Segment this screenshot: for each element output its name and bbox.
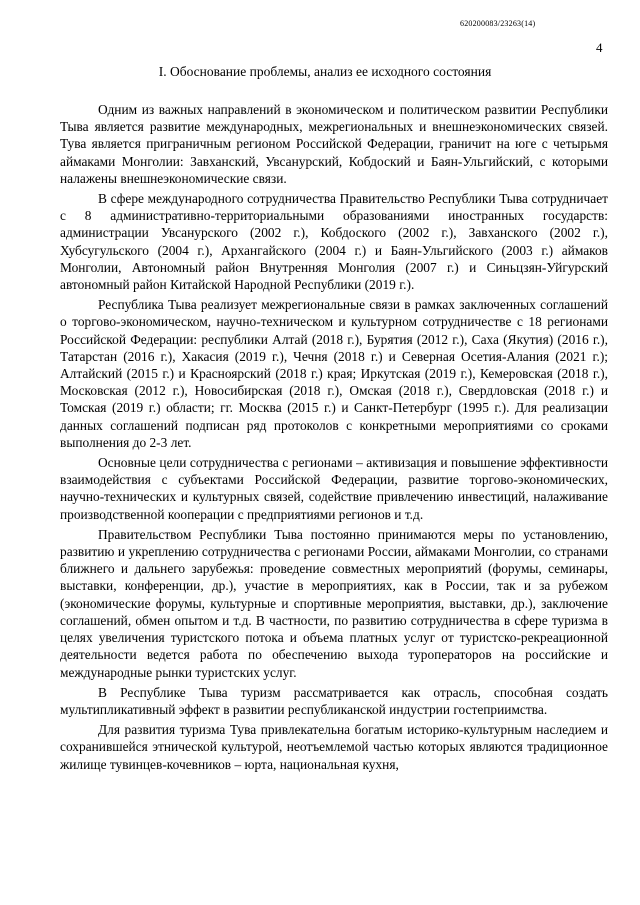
- section-heading: I. Обоснование проблемы, анализ ее исходного состояния: [158, 64, 492, 79]
- document-body: [60, 101, 608, 776]
- page-number: 4: [596, 40, 603, 55]
- paragraph: Правительством Республики Тыва постоянно принимаются меры по установлению, развитию и укреплению сотрудничества с регионами России, аймаками Монголии, со странами ближнего и дальнего зарубежья: проведение совместных мероприятий (форумы, семинары, выставки, конференции, др.), участие в мероприятиях, как в России, так и за рубежом (экономические форумы, культурные и спортивные мероприятия, выставки, др.), заключение соглашений, обмен опытом и т.д. В частности, по развитию сотрудничества в сфере туризма в целях увеличения туристского потока и объема платных услуг от туристско-рекреационной деятельности ведется работа по обеспечению выхода туроператоров на российские и международные рынки туристских услуг.: [60, 526, 608, 680]
- paragraph: Для развития туризма Тува привлекательна богатым историко-культурным наследием и сохранившейся этнической культурой, неотъемлемой частью которых являются традиционное жилище тувинцев-кочевников – юрта, национальная кухня,: [60, 722, 608, 772]
- paragraph: Одним из важных направлений в экономическом и политическом развитии Республики Тыва является развитие международных, межрегиональных и внешнеэкономических связей. Тува является приграничным регионом Российской Федерации, граничит на юге с четырьмя аймаками Монголии: Завханский, Увсанурский, Кобдоский и Баян-Ульгийский, с которыми налажены внешнеэкономические связи.: [60, 102, 608, 186]
- paragraph: Основные цели сотрудничества с регионами – активизация и повышение эффективности взаимодействия с субъектами Российской Федерации, развитие торгово-экономических, научно-технических и культурных связей, содействие привлечению инвестиций, налаживание производственной кооперации с предприятиями регионов и т.д.: [60, 455, 608, 522]
- document-code: 620200083/23263(14): [460, 19, 536, 28]
- paragraph: Республика Тыва реализует межрегиональные связи в рамках заключенных соглашений о торгово-экономическом, научно-техническом и культурном сотрудничестве с 18 регионами Российской Федерации: республики Алтай (2018 г.), Бурятия (2012 г.), Саха (Якутия) (2016 г.), Татарстан (2016 г.), Хакасия (2019 г.), Чечня (2018 г.) и Северная Осетия-Алания (2021 г.); Алтайский (2015 г.) и Красноярский (2018 г.) края; Иркутская (2019 г.), Кемеровская (2018 г.), Московская (2012 г.), Новосибирская (2018 г.), Омская (2018 г.), Свердловская (2018 г.) и Томская (2019 г.) области; гг. Москва (2015 г.) и Санкт-Петербург (1995 г.). Для реализации данных соглашений подписан ряд протоколов с конкретными мероприятиями со сроками выполнения до 2-3 лет.: [60, 297, 608, 450]
- paragraph: В Республике Тыва туризм рассматривается как отрасль, способная создать мультипликативный эффект в развитии республиканской индустрии гостеприимства.: [60, 684, 608, 717]
- paragraph: В сфере международного сотрудничества Правительство Республики Тыва сотрудничает с 8 административно-территориальными образованиями иностранных государств: администрации Увсанурского (2002 г.), Кобдоского (2002 г.), Завханского (2002 г.), Хубсугульского (2004 г.), Архангайского (2004 г.) и Баян-Ульгийского (2003 г.) аймаков Монголии, Автономный район Внутренняя Монголия (2007 г.) и Синьцзян-Уйгурский автономный район Китайской Народной Республики (2019 г.).: [60, 191, 608, 293]
